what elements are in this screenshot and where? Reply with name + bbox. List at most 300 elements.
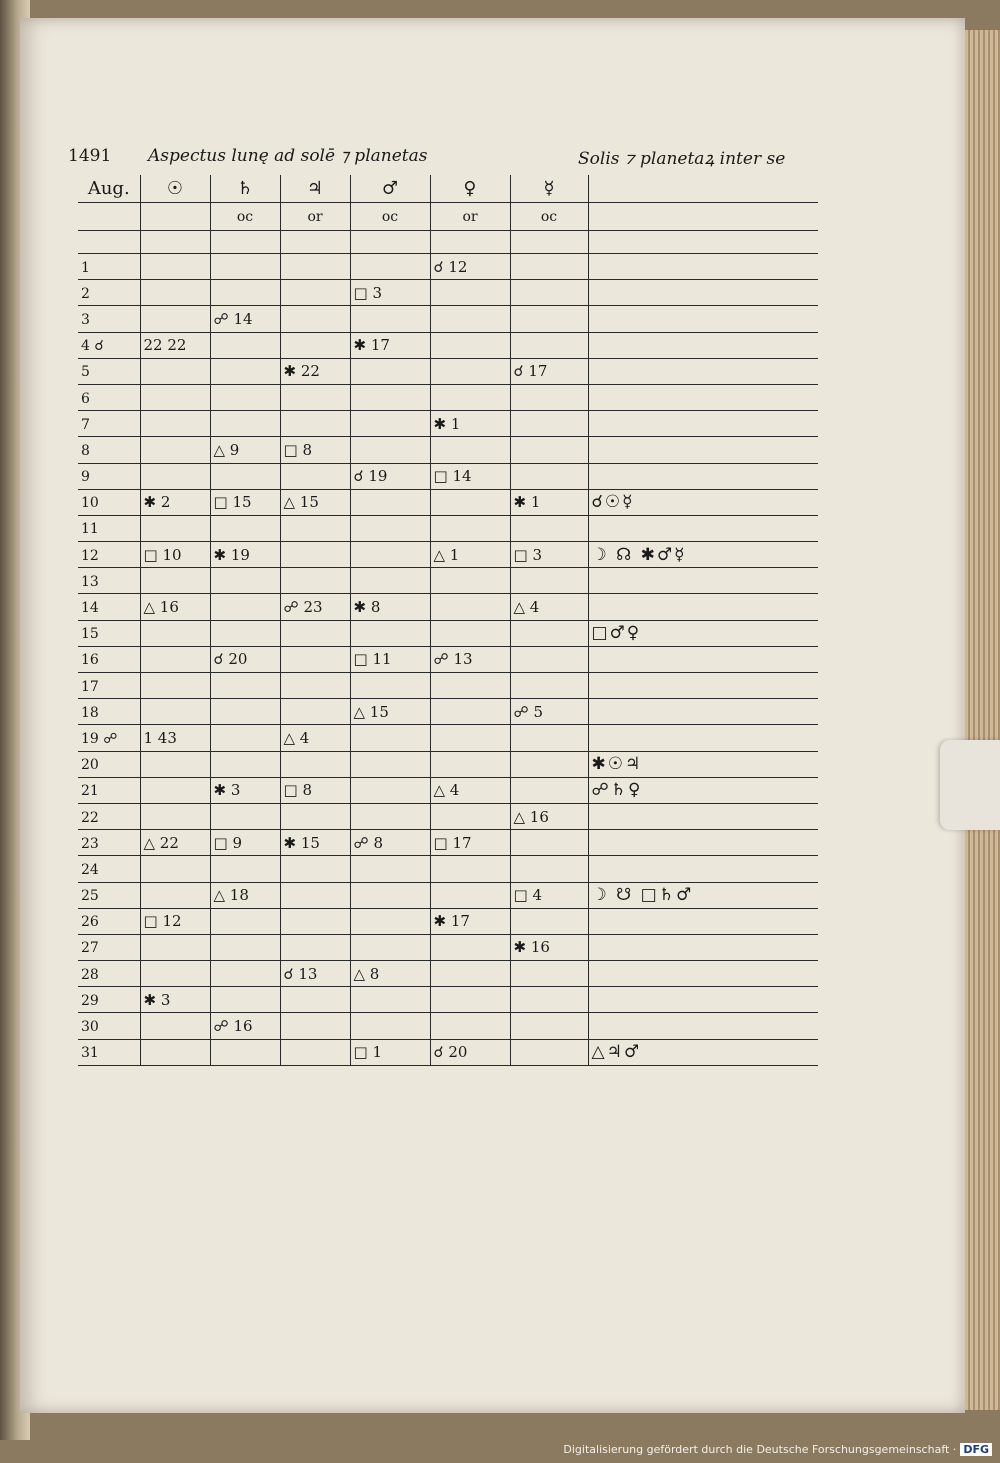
aspect-cell (510, 908, 588, 934)
table-header-row (78, 175, 818, 203)
aspect-cell (140, 411, 210, 437)
aspect-cell (280, 646, 350, 672)
aspect-cell (140, 751, 210, 777)
aspect-cell (510, 725, 588, 751)
aspect-cell (510, 646, 588, 672)
day-number: 13 (81, 573, 99, 590)
table-row (78, 699, 818, 725)
aspect-text: △ 22 (143, 833, 179, 852)
day-cell (78, 987, 140, 1013)
planet-symbol-header: ♄ (210, 175, 280, 203)
aspect-cell (350, 620, 430, 646)
aspect-cell (280, 987, 350, 1013)
aspect-cell (350, 437, 430, 463)
day-cell (78, 908, 140, 934)
day-cell (78, 384, 140, 410)
mutual-aspect-text: ☽ ☊ ✱♂☿ (591, 544, 687, 565)
aspect-cell (430, 515, 510, 541)
aspect-text: ✱ 8 (353, 598, 381, 617)
aspect-cell (210, 489, 280, 515)
aspect-cell (510, 1039, 588, 1065)
day-number: 17 (81, 678, 99, 695)
aspect-text: □ 10 (143, 545, 182, 564)
planet-symbol-header: ☉ (140, 175, 210, 203)
aspect-cell (510, 830, 588, 856)
aspect-cell (350, 673, 430, 699)
aspect-cell (210, 725, 280, 751)
aspect-cell (210, 1013, 280, 1039)
aspect-cell (430, 594, 510, 620)
table-row (78, 646, 818, 672)
subheader-cell (140, 203, 210, 231)
aspect-cell (280, 489, 350, 515)
aspect-cell (350, 699, 430, 725)
mutual-aspect-cell (588, 280, 818, 306)
aspect-text: △ 15 (353, 702, 389, 721)
aspect-cell (510, 987, 588, 1013)
book-page-edges (960, 30, 1000, 1410)
day-cell (78, 725, 140, 751)
table-row (78, 1013, 818, 1039)
aspect-cell (430, 830, 510, 856)
aspect-cell (510, 515, 588, 541)
aspect-cell (350, 463, 430, 489)
aspect-text: △ 4 (513, 598, 540, 617)
day-cell (78, 777, 140, 803)
day-cell (78, 751, 140, 777)
spacer-cell (140, 231, 210, 254)
aspect-cell (280, 254, 350, 280)
aspect-text: ✱ 15 (283, 833, 320, 852)
table-row (78, 437, 818, 463)
aspect-cell (430, 751, 510, 777)
aspect-cell (210, 620, 280, 646)
day-cell (78, 411, 140, 437)
aspect-cell (210, 254, 280, 280)
aspect-text: ☍ 23 (283, 598, 323, 617)
aspect-cell (140, 882, 210, 908)
aspect-text: ☌ 13 (283, 964, 318, 983)
aspect-text: □ 17 (433, 833, 472, 852)
aspect-cell (280, 332, 350, 358)
table-row (78, 489, 818, 515)
aspect-text: △ 8 (353, 964, 380, 983)
aspect-cell (510, 332, 588, 358)
aspect-cell (140, 777, 210, 803)
aspect-cell (210, 908, 280, 934)
aspect-text: ✱ 1 (513, 493, 541, 512)
table-row (78, 280, 818, 306)
aspect-cell (510, 463, 588, 489)
day-number: 25 (81, 888, 99, 905)
subheader-cell (78, 203, 140, 231)
aspect-text: □ 8 (283, 781, 312, 800)
aspect-text: ✱ 17 (353, 336, 390, 355)
aspect-text: ☌ 19 (353, 467, 388, 486)
table-row (78, 777, 818, 803)
aspect-cell (350, 280, 430, 306)
aspect-cell (430, 934, 510, 960)
aspect-cell (430, 620, 510, 646)
day-number: 19 ☍ (81, 730, 118, 747)
subheader-cell: or (280, 203, 350, 231)
aspect-cell (210, 646, 280, 672)
aspect-cell (350, 856, 430, 882)
page-header (68, 146, 812, 176)
aspect-cell (510, 568, 588, 594)
aspect-cell (210, 515, 280, 541)
aspect-text: △ 4 (433, 781, 460, 800)
subheader-cell: oc (350, 203, 430, 231)
aspect-cell (350, 882, 430, 908)
aspect-cell (140, 803, 210, 829)
table-row (78, 358, 818, 384)
table-row (78, 908, 818, 934)
aspect-text: △ 16 (513, 807, 549, 826)
day-number: 3 (81, 311, 90, 328)
aspect-cell (430, 803, 510, 829)
aspect-cell (280, 908, 350, 934)
aspect-cell (210, 856, 280, 882)
day-cell (78, 437, 140, 463)
day-number: 7 (81, 416, 90, 433)
aspect-cell (510, 358, 588, 384)
aspect-cell (430, 961, 510, 987)
day-cell (78, 568, 140, 594)
aspect-cell (430, 332, 510, 358)
day-cell (78, 594, 140, 620)
mutual-aspect-cell (588, 751, 818, 777)
spacer-cell (588, 231, 818, 254)
spacer-cell (350, 231, 430, 254)
mutual-aspect-cell (588, 411, 818, 437)
aspect-cell (350, 1013, 430, 1039)
aspect-cell (140, 725, 210, 751)
mutual-aspect-cell (588, 306, 818, 332)
aspect-cell (280, 934, 350, 960)
aspect-cell (350, 777, 430, 803)
aspect-cell (210, 411, 280, 437)
page-tab-marker (940, 740, 1000, 830)
aspect-cell (430, 437, 510, 463)
day-number: 24 (81, 861, 99, 878)
mutual-aspect-cell (588, 515, 818, 541)
aspect-cell (430, 673, 510, 699)
table-row (78, 594, 818, 620)
aspect-cell (280, 411, 350, 437)
day-cell (78, 620, 140, 646)
day-number: 20 (81, 757, 99, 774)
aspect-cell (430, 384, 510, 410)
aspect-cell (280, 384, 350, 410)
aspect-cell (510, 254, 588, 280)
aspect-text: □ 3 (513, 545, 542, 564)
aspect-cell (430, 699, 510, 725)
table-row (78, 332, 818, 358)
day-cell (78, 673, 140, 699)
aspect-text: △ 9 (213, 440, 240, 459)
mutual-aspect-text: ☍♄♀ (591, 780, 643, 801)
mutual-aspect-cell (588, 620, 818, 646)
day-cell (78, 1039, 140, 1065)
day-cell (78, 1013, 140, 1039)
aspect-cell (430, 987, 510, 1013)
day-cell (78, 699, 140, 725)
aspect-text: ✱ 2 (143, 493, 171, 512)
day-cell (78, 961, 140, 987)
aspect-cell (350, 1039, 430, 1065)
aspect-table (78, 175, 818, 1066)
aspect-cell (510, 777, 588, 803)
aspect-cell (140, 358, 210, 384)
day-number: 21 (81, 783, 99, 800)
aspect-cell (140, 594, 210, 620)
aspect-cell (510, 699, 588, 725)
table-row (78, 306, 818, 332)
aspect-cell (350, 830, 430, 856)
aspect-cell (210, 751, 280, 777)
mutual-aspect-cell (588, 961, 818, 987)
mutual-aspect-text: ☽ ☋ □♄♂ (591, 885, 694, 906)
aspect-cell (140, 463, 210, 489)
aspect-cell (280, 882, 350, 908)
aspect-cell (140, 620, 210, 646)
mutual-aspect-text: □♂♀ (591, 623, 642, 644)
aspect-cell (510, 437, 588, 463)
aspect-cell (510, 384, 588, 410)
subheader-cell: or (430, 203, 510, 231)
aspect-cell (210, 358, 280, 384)
aspect-cell (430, 542, 510, 568)
aspect-cell (210, 777, 280, 803)
aspect-cell (350, 332, 430, 358)
mutual-aspect-cell (588, 1039, 818, 1065)
mutual-aspect-cell (588, 987, 818, 1013)
day-cell (78, 280, 140, 306)
aspect-cell (280, 856, 350, 882)
aspect-cell (210, 699, 280, 725)
aspect-cell (280, 699, 350, 725)
day-cell (78, 882, 140, 908)
day-cell (78, 306, 140, 332)
title-left: Aspectus lunę ad solē ⁊ planetas (148, 146, 428, 166)
aspect-cell (210, 882, 280, 908)
day-cell (78, 934, 140, 960)
day-number: 11 (81, 521, 99, 538)
table-row (78, 830, 818, 856)
day-cell (78, 646, 140, 672)
table-row (78, 568, 818, 594)
table-row (78, 934, 818, 960)
aspect-text: ✱ 16 (513, 938, 550, 957)
mutual-aspect-cell (588, 463, 818, 489)
subheader-cell (588, 203, 818, 231)
aspect-cell (210, 673, 280, 699)
table-row (78, 856, 818, 882)
aspect-text: △ 1 (433, 545, 460, 564)
dfg-logo: DFG (960, 1443, 992, 1456)
aspect-text: ✱ 22 (283, 362, 320, 381)
aspect-text: □ 14 (433, 467, 472, 486)
aspect-cell (350, 803, 430, 829)
day-number: 8 (81, 442, 90, 459)
day-cell (78, 358, 140, 384)
aspect-text: □ 9 (213, 833, 242, 852)
aspect-cell (350, 961, 430, 987)
table-row (78, 725, 818, 751)
aspect-cell (430, 882, 510, 908)
day-number: 12 (81, 547, 99, 564)
aspect-text: □ 3 (353, 283, 382, 302)
aspect-cell (280, 961, 350, 987)
mutual-aspect-text: ☌☉☿ (591, 492, 635, 513)
aspect-cell (210, 830, 280, 856)
aspect-cell (430, 1013, 510, 1039)
table-row (78, 987, 818, 1013)
aspect-cell (210, 280, 280, 306)
day-cell (78, 254, 140, 280)
aspect-cell (430, 856, 510, 882)
aspect-cell (140, 384, 210, 410)
aspect-text: ✱ 19 (213, 545, 250, 564)
mutual-aspect-cell (588, 934, 818, 960)
aspect-cell (140, 332, 210, 358)
mutual-aspect-cell (588, 646, 818, 672)
aspect-cell (140, 489, 210, 515)
aspect-cell (280, 568, 350, 594)
aspect-cell (350, 515, 430, 541)
aspect-text: ☍ 8 (353, 833, 384, 852)
aspect-text: ✱ 1 (433, 414, 461, 433)
day-number: 27 (81, 940, 99, 957)
spacer-cell (430, 231, 510, 254)
aspect-cell (350, 568, 430, 594)
aspect-cell (280, 1039, 350, 1065)
day-cell (78, 515, 140, 541)
aspect-text: ☌ 17 (513, 362, 548, 381)
aspect-cell (210, 987, 280, 1013)
table-row (78, 411, 818, 437)
footer-credit (563, 1443, 992, 1456)
aspect-cell (210, 437, 280, 463)
month-label: Aug. (78, 175, 140, 203)
day-cell (78, 803, 140, 829)
aspect-cell (350, 934, 430, 960)
aspect-cell (280, 725, 350, 751)
table-row (78, 542, 818, 568)
aspect-cell (140, 934, 210, 960)
aspect-text: ☌ 20 (433, 1043, 468, 1062)
aspect-text: ✱ 17 (433, 912, 470, 931)
aspect-text: □ 15 (213, 493, 252, 512)
aspect-cell (350, 725, 430, 751)
aspect-cell (350, 411, 430, 437)
aspect-cell (210, 1039, 280, 1065)
aspect-cell (280, 542, 350, 568)
aspect-cell (280, 280, 350, 306)
aspect-cell (140, 254, 210, 280)
title-right: Solis ⁊ planetaꝝ inter se (578, 149, 786, 169)
day-cell (78, 489, 140, 515)
mutual-aspect-cell (588, 489, 818, 515)
table-row (78, 961, 818, 987)
aspect-cell (430, 568, 510, 594)
aspect-cell (140, 646, 210, 672)
aspect-cell (510, 1013, 588, 1039)
table-spacer-row (78, 231, 818, 254)
aspect-text: □ 12 (143, 912, 182, 931)
planet-symbol-header: ☿ (510, 175, 588, 203)
aspect-cell (510, 542, 588, 568)
aspect-cell (140, 1013, 210, 1039)
aspect-cell (210, 384, 280, 410)
aspect-cell (280, 830, 350, 856)
planet-symbol-header: ♃ (280, 175, 350, 203)
aspect-text: ☍ 14 (213, 309, 253, 328)
aspect-text: ✱ 3 (143, 990, 171, 1009)
aspect-cell (430, 908, 510, 934)
day-number: 26 (81, 914, 99, 931)
aspect-cell (350, 987, 430, 1013)
mutual-aspect-cell (588, 908, 818, 934)
planet-symbol-header: ♀ (430, 175, 510, 203)
aspect-cell (140, 437, 210, 463)
aspect-cell (510, 306, 588, 332)
aspect-cell (140, 306, 210, 332)
aspect-cell (280, 515, 350, 541)
day-number: 14 (81, 600, 99, 617)
day-cell (78, 856, 140, 882)
aspect-cell (350, 358, 430, 384)
mutual-aspect-cell (588, 568, 818, 594)
table-row (78, 515, 818, 541)
aspect-cell (280, 437, 350, 463)
aspect-cell (280, 463, 350, 489)
aspect-cell (210, 803, 280, 829)
mutual-aspect-cell (588, 882, 818, 908)
day-number: 10 (81, 495, 99, 512)
day-number: 31 (81, 1045, 99, 1062)
day-number: 2 (81, 285, 90, 302)
aspect-cell (210, 332, 280, 358)
aspect-cell (140, 673, 210, 699)
table-row (78, 620, 818, 646)
aspect-cell (350, 306, 430, 332)
aspect-cell (280, 358, 350, 384)
spacer-cell (210, 231, 280, 254)
table-row (78, 254, 818, 280)
aspect-cell (510, 411, 588, 437)
mutual-aspect-cell (588, 332, 818, 358)
aspect-cell (140, 987, 210, 1013)
day-number: 4 ☌ (81, 338, 104, 355)
aspect-cell (510, 620, 588, 646)
aspect-text: ☌ 12 (433, 257, 468, 276)
aspect-cell (510, 673, 588, 699)
aspect-cell (510, 961, 588, 987)
aspect-cell (430, 646, 510, 672)
table-row (78, 803, 818, 829)
aspect-cell (280, 751, 350, 777)
day-cell (78, 463, 140, 489)
spacer-cell (280, 231, 350, 254)
day-number: 22 (81, 809, 99, 826)
subheader-cell: oc (510, 203, 588, 231)
day-number: 30 (81, 1019, 99, 1036)
day-cell (78, 542, 140, 568)
mutual-aspect-cell (588, 830, 818, 856)
aspect-cell (280, 777, 350, 803)
